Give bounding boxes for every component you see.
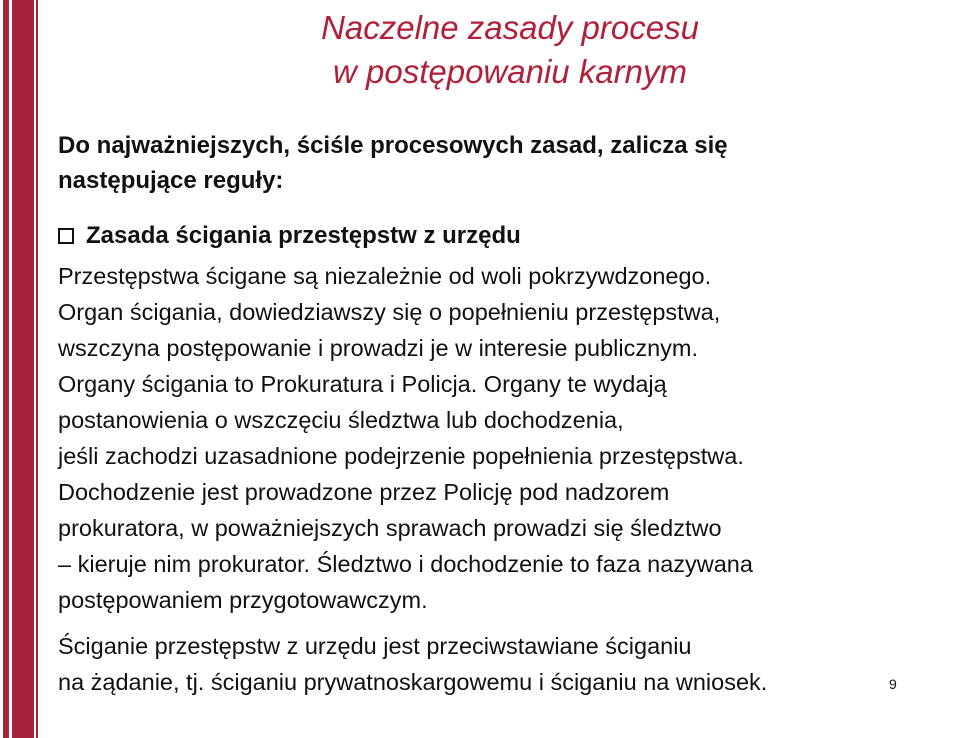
principle-description <box>58 258 958 700</box>
intro-text <box>58 128 938 198</box>
body-line: – kieruje nim prokurator. Śledztwo i dochodzenie to faza nazywana <box>58 551 753 577</box>
principle-heading-text: Zasada ścigania przestępstw z urzędu <box>86 222 521 249</box>
intro-line-2: następujące reguły: <box>58 167 284 194</box>
body-line: Przestępstwa ścigane są niezależnie od woli pokrzywdzonego. <box>58 263 712 289</box>
body-line: Ściganie przestępstw z urzędu jest przeciwstawiane ściganiu <box>58 633 692 659</box>
body-line: Organ ścigania, dowiedziawszy się o popełnieniu przestępstwa, <box>58 299 721 325</box>
body-line: jeśli zachodzi uzasadnione podejrzenie popełnienia przestępstwa. <box>58 443 744 469</box>
page-number: 9 <box>889 676 897 692</box>
body-line: Dochodzenie jest prowadzone przez Policję pod nadzorem <box>58 479 670 505</box>
slide-title <box>60 6 960 94</box>
slide-title-line-2: w postępowaniu karnym <box>332 53 687 90</box>
intro-line-1: Do najważniejszych, ściśle procesowych zasad, zalicza się <box>58 132 728 159</box>
stripe-bar <box>3 0 9 738</box>
body-line: wszczyna postępowanie i prowadzi je w interesie publicznym. <box>58 335 699 361</box>
checkbox-bullet-icon <box>58 228 74 244</box>
body-line: postępowaniem przygotowawczym. <box>58 587 428 613</box>
principle-heading <box>58 219 938 253</box>
body-line: prokuratora, w poważniejszych sprawach prowadzi się śledztwo <box>58 515 722 541</box>
decorative-side-stripe <box>0 0 42 738</box>
body-line: postanowienia o wszczęciu śledztwa lub dochodzenia, <box>58 407 624 433</box>
stripe-bar <box>36 0 38 738</box>
body-line: Organy ścigania to Prokuratura i Policja. Organy te wydają <box>58 371 667 397</box>
stripe-bar <box>12 0 34 738</box>
slide-title-line-1: Naczelne zasady procesu <box>321 9 699 46</box>
body-line: na żądanie, tj. ściganiu prywatnoskargowemu i ściganiu na wniosek. <box>58 669 768 695</box>
